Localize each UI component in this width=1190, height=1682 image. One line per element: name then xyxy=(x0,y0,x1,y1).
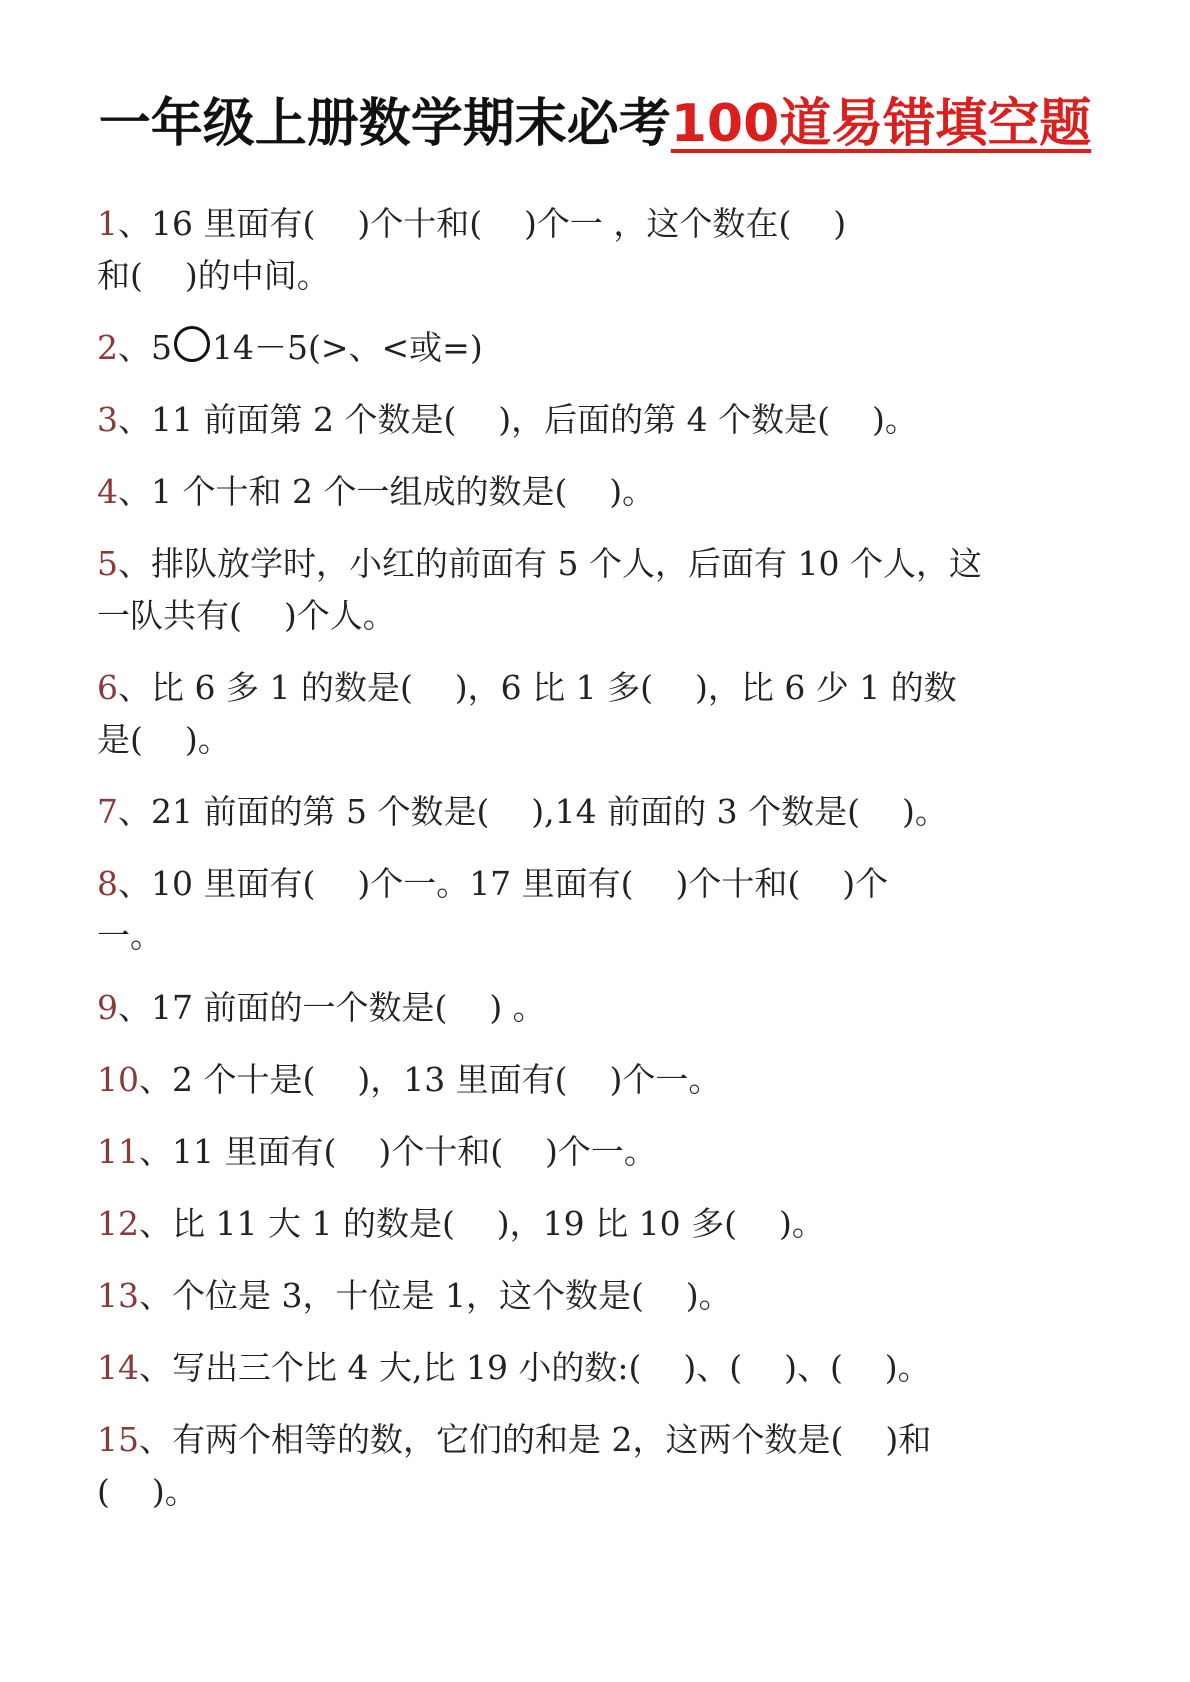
question-15 xyxy=(97,1414,1097,1518)
question-text: 、21 前面的第 5 个数是( ),14 前面的 3 个数是( )。 xyxy=(118,792,948,831)
question-text: 、排队放学时，小红的前面有 5 个人，后面有 10 个人，这 xyxy=(118,544,982,583)
question-text-cont: 一队共有( )个人。 xyxy=(97,596,396,635)
question-10 xyxy=(97,1054,1097,1106)
question-number: 5 xyxy=(97,544,118,583)
question-text-pre: 、5 xyxy=(118,328,172,367)
question-text-cont: 是( )。 xyxy=(97,720,231,759)
question-number: 8 xyxy=(97,864,118,903)
title-main: 一年级上册数学期末必考 xyxy=(98,94,671,154)
question-text-cont: 和( )的中间。 xyxy=(97,256,330,295)
question-text: 、1 个十和 2 个一组成的数是( )。 xyxy=(118,472,656,511)
question-6 xyxy=(97,662,1097,766)
page-title xyxy=(0,88,1190,160)
question-9 xyxy=(97,982,1097,1034)
question-1 xyxy=(97,198,1097,302)
question-number: 3 xyxy=(97,400,118,439)
question-list xyxy=(97,198,1097,1518)
question-text: 、10 里面有( )个一。17 里面有( )个十和( )个 xyxy=(118,864,889,903)
question-text: 、2 个十是( )，13 里面有( )个一。 xyxy=(139,1060,722,1099)
comparison-circle-icon xyxy=(174,326,210,362)
question-number: 9 xyxy=(97,988,118,1027)
question-text: 、11 里面有( )个十和( )个一。 xyxy=(139,1132,657,1171)
question-number: 7 xyxy=(97,792,118,831)
question-2 xyxy=(97,322,1097,374)
question-12 xyxy=(97,1198,1097,1250)
question-text: 、有两个相等的数，它们的和是 2，这两个数是( )和 xyxy=(139,1420,932,1459)
question-text-cont: 一。 xyxy=(97,916,163,955)
question-text-cont: ( )。 xyxy=(97,1472,198,1511)
question-number: 12 xyxy=(97,1204,139,1243)
question-number: 11 xyxy=(97,1132,139,1171)
question-7 xyxy=(97,786,1097,838)
question-text: 、17 前面的一个数是( ) 。 xyxy=(118,988,546,1027)
question-4 xyxy=(97,466,1097,518)
question-text: 、比 11 大 1 的数是( )，19 比 10 多( )。 xyxy=(139,1204,825,1243)
question-number: 2 xyxy=(97,328,118,367)
question-number: 13 xyxy=(97,1276,139,1315)
question-13 xyxy=(97,1270,1097,1322)
question-number: 6 xyxy=(97,668,118,707)
question-text: 、个位是 3，十位是 1，这个数是( )。 xyxy=(139,1276,732,1315)
question-text: 、11 前面第 2 个数是( )，后面的第 4 个数是( )。 xyxy=(118,400,918,439)
question-number: 15 xyxy=(97,1420,139,1459)
title-highlight: 100道易错填空题 xyxy=(670,94,1092,154)
question-number: 10 xyxy=(97,1060,139,1099)
question-text: 、比 6 多 1 的数是( )，6 比 1 多( )，比 6 少 1 的数 xyxy=(118,668,957,707)
question-3 xyxy=(97,394,1097,446)
question-text: 、16 里面有( )个十和( )个一 ，这个数在( ) xyxy=(118,204,847,243)
question-number: 4 xyxy=(97,472,118,511)
question-11 xyxy=(97,1126,1097,1178)
question-14 xyxy=(97,1342,1097,1394)
question-5 xyxy=(97,538,1097,642)
question-number: 1 xyxy=(97,204,118,243)
question-text: 、写出三个比 4 大,比 19 小的数:( )、( )、( )。 xyxy=(139,1348,931,1387)
question-text-post: 14－5(>、<或=) xyxy=(212,328,483,367)
question-8 xyxy=(97,858,1097,962)
question-number: 14 xyxy=(97,1348,139,1387)
